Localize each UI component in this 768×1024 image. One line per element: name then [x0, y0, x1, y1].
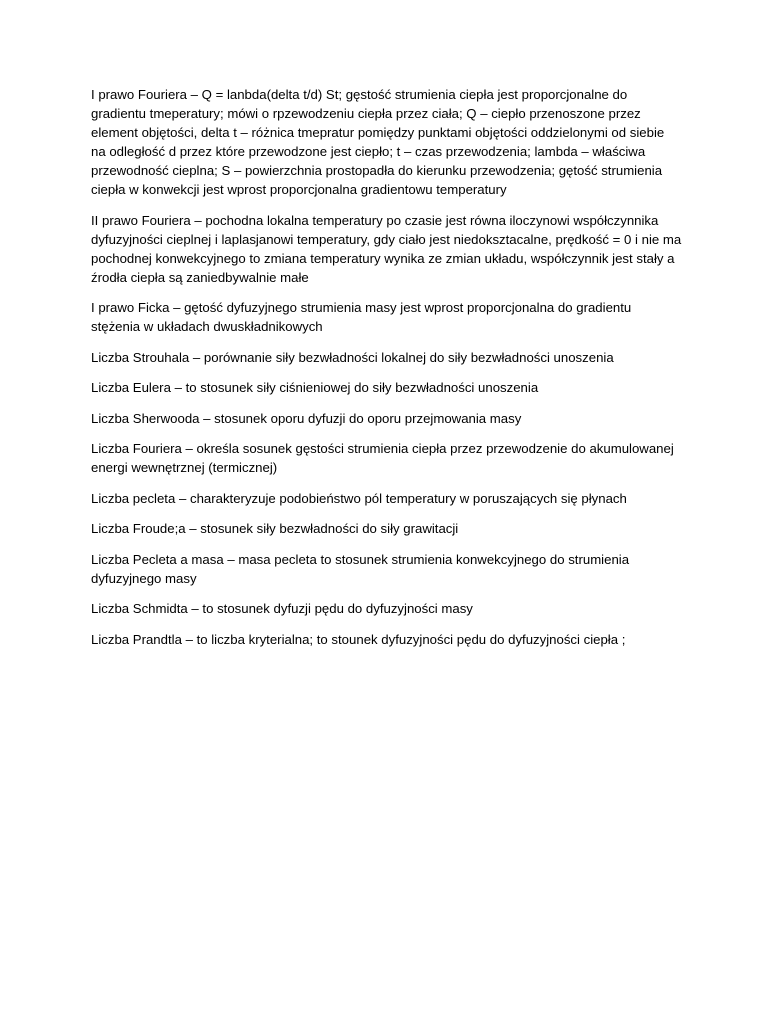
- paragraph-sherwood-number: [91, 409, 691, 428]
- text-line: Liczba Schmidta – to stosunek dyfuzji pędu do dyfuzyjności masy: [91, 601, 473, 616]
- highlighted-text: [91, 85, 691, 199]
- text-line: Liczba Froude;a – stosunek siły bezwładności do siły grawitacji: [91, 521, 459, 536]
- paragraph-fourier-first-law: [91, 85, 691, 199]
- text-line: Liczba pecleta – charakteryzuje podobieństwo pól temperatury w poruszających się płynach: [91, 490, 627, 506]
- text-line: ciepła w konwekcji jest wprost proporcjonalna gradientowu temperatury: [91, 182, 507, 197]
- paragraph-froude-number: [91, 519, 691, 538]
- paragraph-euler-number: [91, 378, 691, 397]
- paragraph-fourier-second-law: [91, 211, 691, 287]
- paragraph-peclet-mass-number: [91, 550, 691, 588]
- highlighted-text: [91, 439, 691, 477]
- text-line: stężenia w układach dwuskładnikowych: [91, 319, 323, 334]
- highlighted-text: [91, 630, 691, 649]
- paragraph-peclet-number: [91, 489, 691, 508]
- highlighted-text: [91, 489, 691, 508]
- paragraph-strouhal-number: [91, 348, 691, 367]
- text-line: Liczba Sherwooda – stosunek oporu dyfuzji do oporu przejmowania masy: [91, 410, 522, 426]
- text-line: pochodnej konwekcyjnego to zmiana temperatury wynika ze zmian układu, współczynnik jest stały a: [91, 250, 675, 266]
- text-line: II prawo Fouriera – pochodna lokalna temperatury po czasie jest równa iloczynowi współczynnika: [91, 212, 659, 228]
- text-line: przewodność cieplna; S – powierzchnia prostopadła do kierunku przewodzenia; gętość strumienia: [91, 163, 663, 178]
- paragraph-prandtl-number: [91, 630, 691, 649]
- paragraph-fick-first-law: [91, 298, 691, 336]
- highlighted-text: [91, 378, 691, 397]
- text-line: gradientu tmeperatury; mówi o rpzewodzeniu ciepła przez ciała; Q – ciepło przenoszone przez: [91, 106, 641, 121]
- highlighted-text: [91, 298, 691, 336]
- text-line: na odległość d przez które przewodzone jest ciepło; t – czas przewodzenia; lambda – właściwa: [91, 144, 646, 159]
- highlighted-text: [91, 211, 691, 287]
- paragraph-schmidt-number: [91, 599, 691, 618]
- text-line: Liczba Fouriera – określa sosunek gęstości strumienia ciepła przez przewodzenie do akumulowanej: [91, 441, 674, 456]
- text-line: dyfuzyjnego masy: [91, 570, 197, 586]
- text-line: energi wewnętrznej (termicznej): [91, 460, 278, 475]
- highlighted-text: [91, 409, 691, 428]
- text-line: element objętości, delta t – różnica tmepratur pomiędzy punktami objętości oddzielonymi od siebie: [91, 125, 665, 140]
- text-line: I prawo Fouriera – Q = lanbda(delta t/d) St; gęstość strumienia ciepła jest proporcjonalne do: [91, 87, 628, 102]
- highlighted-text: [91, 348, 691, 367]
- document-body: [91, 85, 691, 660]
- text-line: I prawo Ficka – gętość dyfuzyjnego strumienia masy jest wprost proporcjonalna do gradientu: [91, 300, 632, 315]
- highlighted-text: [91, 550, 691, 588]
- text-line: źrodła ciepła są zaniedbywalnie małe: [91, 269, 309, 285]
- text-line: Liczba Eulera – to stosunek siły ciśnieniowej do siły bezwładności unoszenia: [91, 380, 539, 395]
- highlighted-text: [91, 519, 691, 538]
- paragraph-fourier-number: [91, 439, 691, 477]
- highlighted-text: [91, 599, 691, 618]
- text-line: Liczba Prandtla – to liczba kryterialna; to stounek dyfuzyjności pędu do dyfuzyjności ciepła ;: [91, 631, 626, 647]
- text-line: Liczba Pecleta a masa – masa pecleta to stosunek strumienia konwekcyjnego do strumienia: [91, 551, 630, 567]
- text-line: dyfuzyjności cieplnej i laplasjanowi temperatury, gdy ciało jest niedoksztacalne, prędkość = 0 i nie ma: [91, 231, 682, 247]
- text-line: Liczba Strouhala – porównanie siły bezwładności lokalnej do siły bezwładności unoszenia: [91, 349, 614, 365]
